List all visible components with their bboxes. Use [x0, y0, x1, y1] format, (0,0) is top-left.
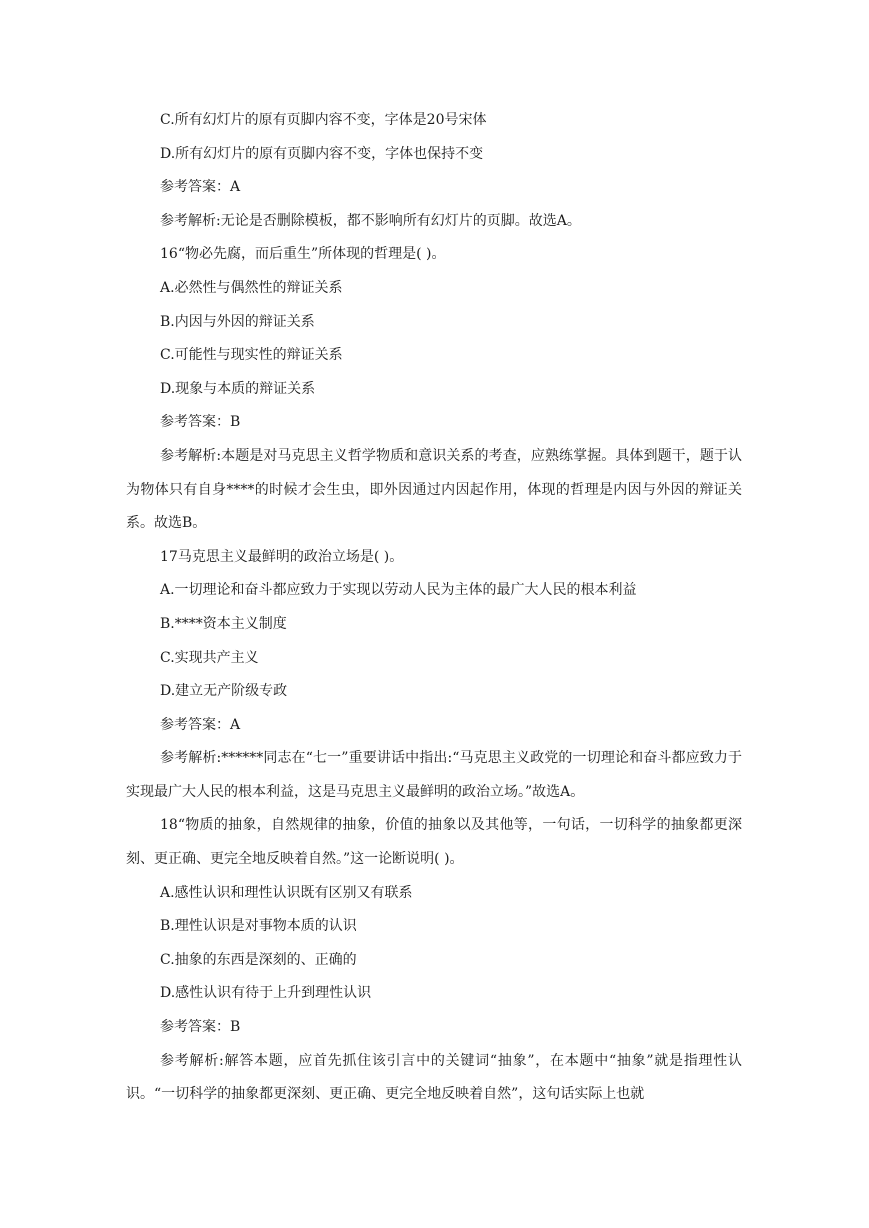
q15-answer: 参考答案：A	[160, 179, 241, 196]
q16-analysis: 参考解析:本题是对马克思主义哲学物质和意识关系的考查，应熟练掌握。具体到题干，题于认为物体只有自身****的时候才会生虫，即外因通过内因起作用，体现的哲理是内因与外因的辩证关系。故选B。	[126, 447, 742, 532]
document-body	[126, 104, 742, 1112]
q18-option-d: D.感性认识有待于上升到理性认识	[160, 985, 372, 1002]
q17-option-d: D.建立无产阶级专政	[160, 683, 288, 700]
q18-option-c: C.抽象的东西是深刻的、正确的	[160, 951, 357, 968]
q18-option-b: B.理性认识是对事物本质的认识	[160, 918, 357, 935]
q16-question: 16“物必先腐，而后重生”所体现的哲理是( )。	[160, 246, 446, 263]
q17-option-b: B.****资本主义制度	[160, 615, 287, 632]
q18-option-a: A.感性认识和理性认识既有区别又有联系	[160, 884, 413, 901]
q16-answer: 参考答案：B	[160, 414, 241, 431]
q17-analysis: 参考解析:******同志在“七一”重要讲话中指出:“马克思主义政党的一切理论和奋斗都应致力于实现最广大人民的根本利益，这是马克思主义最鲜明的政治立场。”故选A。	[126, 750, 742, 800]
q15-analysis: 参考解析:无论是否删除模板，都不影响所有幻灯片的页脚。故选A。	[160, 212, 581, 229]
q18-analysis: 参考解析:解答本题，应首先抓住该引言中的关键词“抽象”，在本题中“抽象”就是指理性认识。“一切科学的抽象都更深刻、更正确、更完全地反映着自然”，这句话实际上也就	[126, 1052, 742, 1103]
q17-option-c: C.实现共产主义	[160, 649, 259, 666]
q17-option-a: A.一切理论和奋斗都应致力于实现以劳动人民为主体的最广大人民的根本利益	[160, 582, 637, 599]
q17-answer: 参考答案：A	[160, 716, 241, 733]
q17-question: 17马克思主义最鲜明的政治立场是( )。	[160, 548, 404, 565]
q18-answer: 参考答案：B	[160, 1019, 241, 1036]
q16-option-b: B.内因与外因的辩证关系	[160, 313, 315, 330]
q15-option-d: D.所有幻灯片的原有页脚内容不变，字体也保持不变	[160, 145, 484, 162]
q16-option-c: C.可能性与现实性的辩证关系	[160, 347, 343, 364]
q15-option-c: C.所有幻灯片的原有页脚内容不变，字体是20号宋体	[160, 112, 487, 128]
q16-option-a: A.必然性与偶然性的辩证关系	[160, 279, 343, 296]
q18-question: 18“物质的抽象，自然规律的抽象，价值的抽象以及其他等，一句话，一切科学的抽象都更深刻、更正确、更完全地反映着自然。”这一论断说明( )。	[126, 817, 742, 868]
q16-option-d: D.现象与本质的辩证关系	[160, 380, 316, 397]
